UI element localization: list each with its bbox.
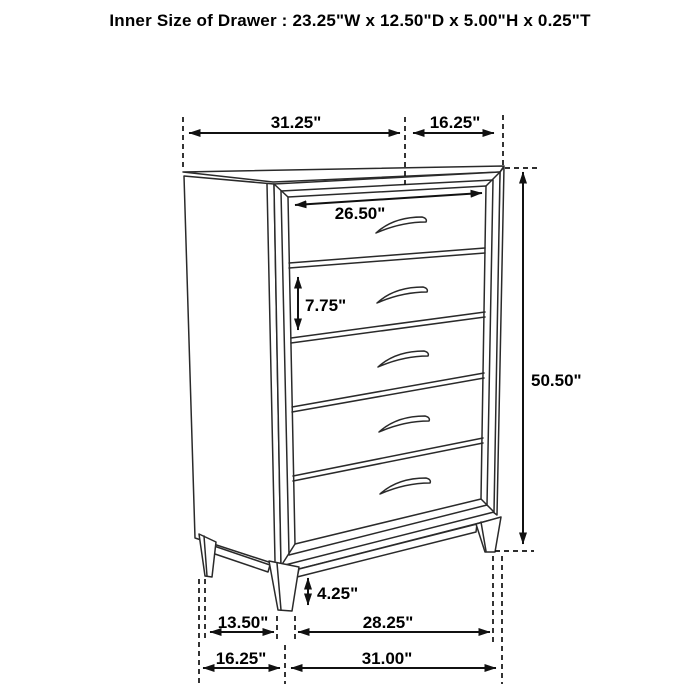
dim-label-overall-width: 31.00" [361,649,413,668]
dim-label-drawer-width: 26.50" [334,204,386,223]
chest-side-panel [184,176,281,566]
dim-label-leg-span-width: 28.25" [362,613,414,632]
leg-front-left [269,561,299,611]
dim-label-leg-height: 4.25" [317,584,359,603]
chest-front-frame [274,172,500,566]
dim-label-overall-height: 50.50" [531,371,582,390]
dim-label-leg-inset-depth: 13.50" [217,613,269,632]
dim-label-overall-depth: 16.25" [215,649,267,668]
diagram-title: Inner Size of Drawer : 23.25"W x 12.50"D x 5.00"H x 0.25"T [109,11,591,30]
leg-front-right [476,517,501,552]
dim-label-drawer-height: 7.75" [305,296,347,315]
dim-label-top-depth: 16.25" [429,113,481,132]
dim-label-top-width: 31.25" [270,113,322,132]
chest-drawing [183,166,504,611]
leg-back-left [199,534,216,577]
